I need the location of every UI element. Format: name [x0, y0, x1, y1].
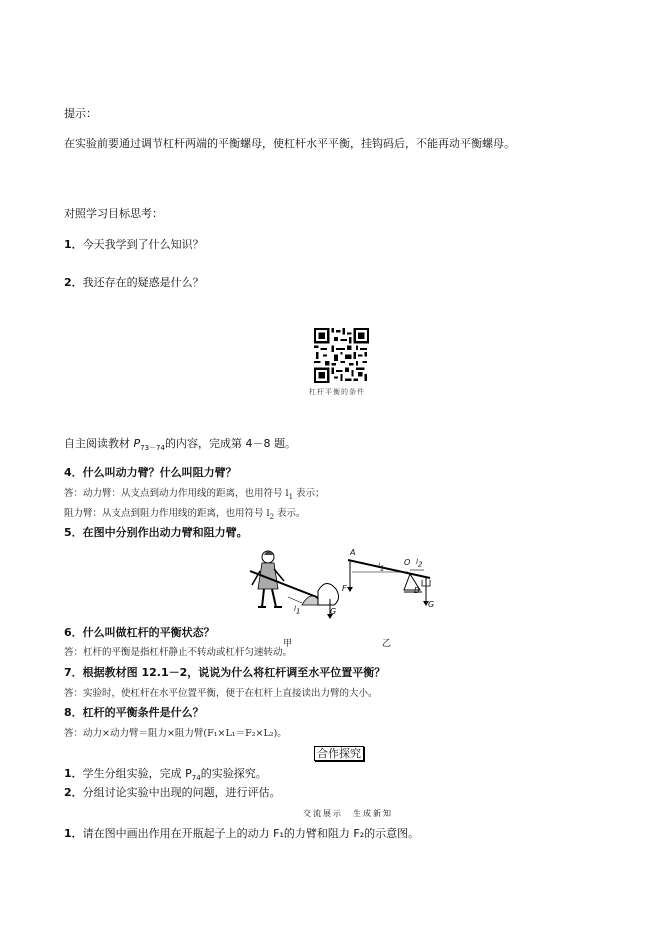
reading-prefix: 自主阅读教材 [64, 437, 134, 450]
fig-b-a-label: A [350, 548, 356, 557]
q-text: 什么叫动力臂？什么叫阻力臂？ [82, 466, 237, 479]
item-text: 分组讨论实验中出现的问题，进行评估。 [82, 786, 281, 799]
item-text: 请在图中画出作用在开瓶起子上的动力 F₁的力臂和阻力 F₂的示意图。 [82, 827, 420, 840]
answer-text: 表示； [293, 488, 325, 499]
l-symbol: l [378, 562, 380, 570]
q-text: 杠杆的平衡条件是什么？ [82, 706, 204, 719]
answer-6: 答：杠杆的平衡是指杠杆静止不转动或杠杆匀速转动。 [64, 647, 293, 658]
question-6 [64, 626, 215, 640]
q-number: 6． [64, 626, 83, 639]
fig-b-o-label: O [404, 558, 411, 567]
q-text: 我还存在的疑惑是什么？ [82, 276, 204, 289]
fig-b-f-label: F [342, 584, 347, 593]
answer-text: 阻力臂：从支点到阻力作用线的距离，也用符号 l [64, 508, 270, 519]
q-number: 2． [64, 786, 83, 799]
reflection-q2 [64, 276, 204, 290]
q-number: 4． [64, 466, 83, 479]
item-text: 学生分组实验，完成 P [82, 767, 192, 780]
answer-7: 答：实验时，使杠杆在水平位置平衡，便于在杠杆上直接读出力臂的大小。 [64, 688, 378, 699]
section-cooperate-title: 合作探究 [314, 746, 364, 761]
question-7 [64, 666, 385, 680]
fig-b-b-label: B [414, 586, 420, 595]
fig-b-g-label: G [428, 600, 435, 609]
q-text: 什么叫做杠杆的平衡状态？ [82, 626, 215, 639]
q-number: 1． [64, 827, 83, 840]
fig-b-l2-label: $l_2$ [416, 558, 423, 569]
l-symbol: l [294, 605, 296, 613]
figure-jia-label: 甲 [283, 639, 293, 649]
reflection-q1 [64, 238, 204, 252]
figure-yi [338, 548, 438, 628]
q-text: 在图中分别作出动力臂和阻力臂。 [82, 526, 248, 539]
reading-page: P [133, 437, 141, 450]
q-number: 1． [64, 238, 83, 251]
item-sub: 74 [191, 774, 201, 783]
q-number: 2． [64, 276, 83, 289]
q-number: 5． [64, 526, 83, 539]
cooperate-item-1 [64, 767, 267, 785]
q-text: 今天我学到了什么知识？ [82, 238, 204, 251]
hint-text: 在实验前要通过调节杠杆两端的平衡螺母，使杠杆水平平衡，挂钩码后，不能再动平衡螺母。 [64, 137, 515, 150]
question-4 [64, 466, 237, 480]
exchange-item-1 [64, 827, 419, 841]
reflection-title: 对照学习目标思考： [64, 207, 163, 220]
item-text: 的实验探究。 [200, 767, 267, 780]
fig-b-l1-label: $l_1$ [378, 562, 385, 573]
q-number: 1． [64, 767, 83, 780]
answer-text: 表示。 [274, 508, 306, 519]
lever-diagram [338, 548, 438, 628]
qr-caption: 杠杆平衡的条件 [309, 388, 365, 396]
q-text: 根据教材图 12.1－2，说说为什么将杠杆调至水平位置平衡？ [82, 666, 386, 679]
qr-code [314, 328, 369, 383]
answer-4-line1 [64, 487, 325, 504]
section-exchange-title: 交流展示 生成新知 [303, 809, 393, 818]
q-number: 7． [64, 666, 83, 679]
reading-suffix: 的内容，完成第 4－8 题。 [164, 437, 296, 450]
cooperate-item-2 [64, 786, 281, 800]
l-symbol: l [416, 558, 418, 566]
question-8 [64, 706, 204, 720]
figure-yi-label: 乙 [382, 639, 392, 649]
answer-4-line2 [64, 507, 306, 524]
reading-page-sub: 73－74 [140, 444, 165, 453]
hint-title: 提示： [64, 107, 97, 120]
reading-instruction [64, 437, 296, 455]
answer-sub: 1 [288, 492, 294, 501]
fig-a-l1-label: $l_1$ [294, 605, 301, 616]
qr-code-image [314, 328, 369, 383]
answer-text: 答：动力臂：从支点到动力作用线的距离，也用符号 l [64, 488, 289, 499]
answer-8: 答：动力×动力臂＝阻力×阻力臂(F₁×L₁＝F₂×L₂)。 [64, 728, 287, 739]
answer-sub: 2 [269, 512, 275, 521]
q-number: 8． [64, 706, 83, 719]
fig-a-g-label: G [330, 607, 337, 616]
question-5 [64, 526, 248, 540]
